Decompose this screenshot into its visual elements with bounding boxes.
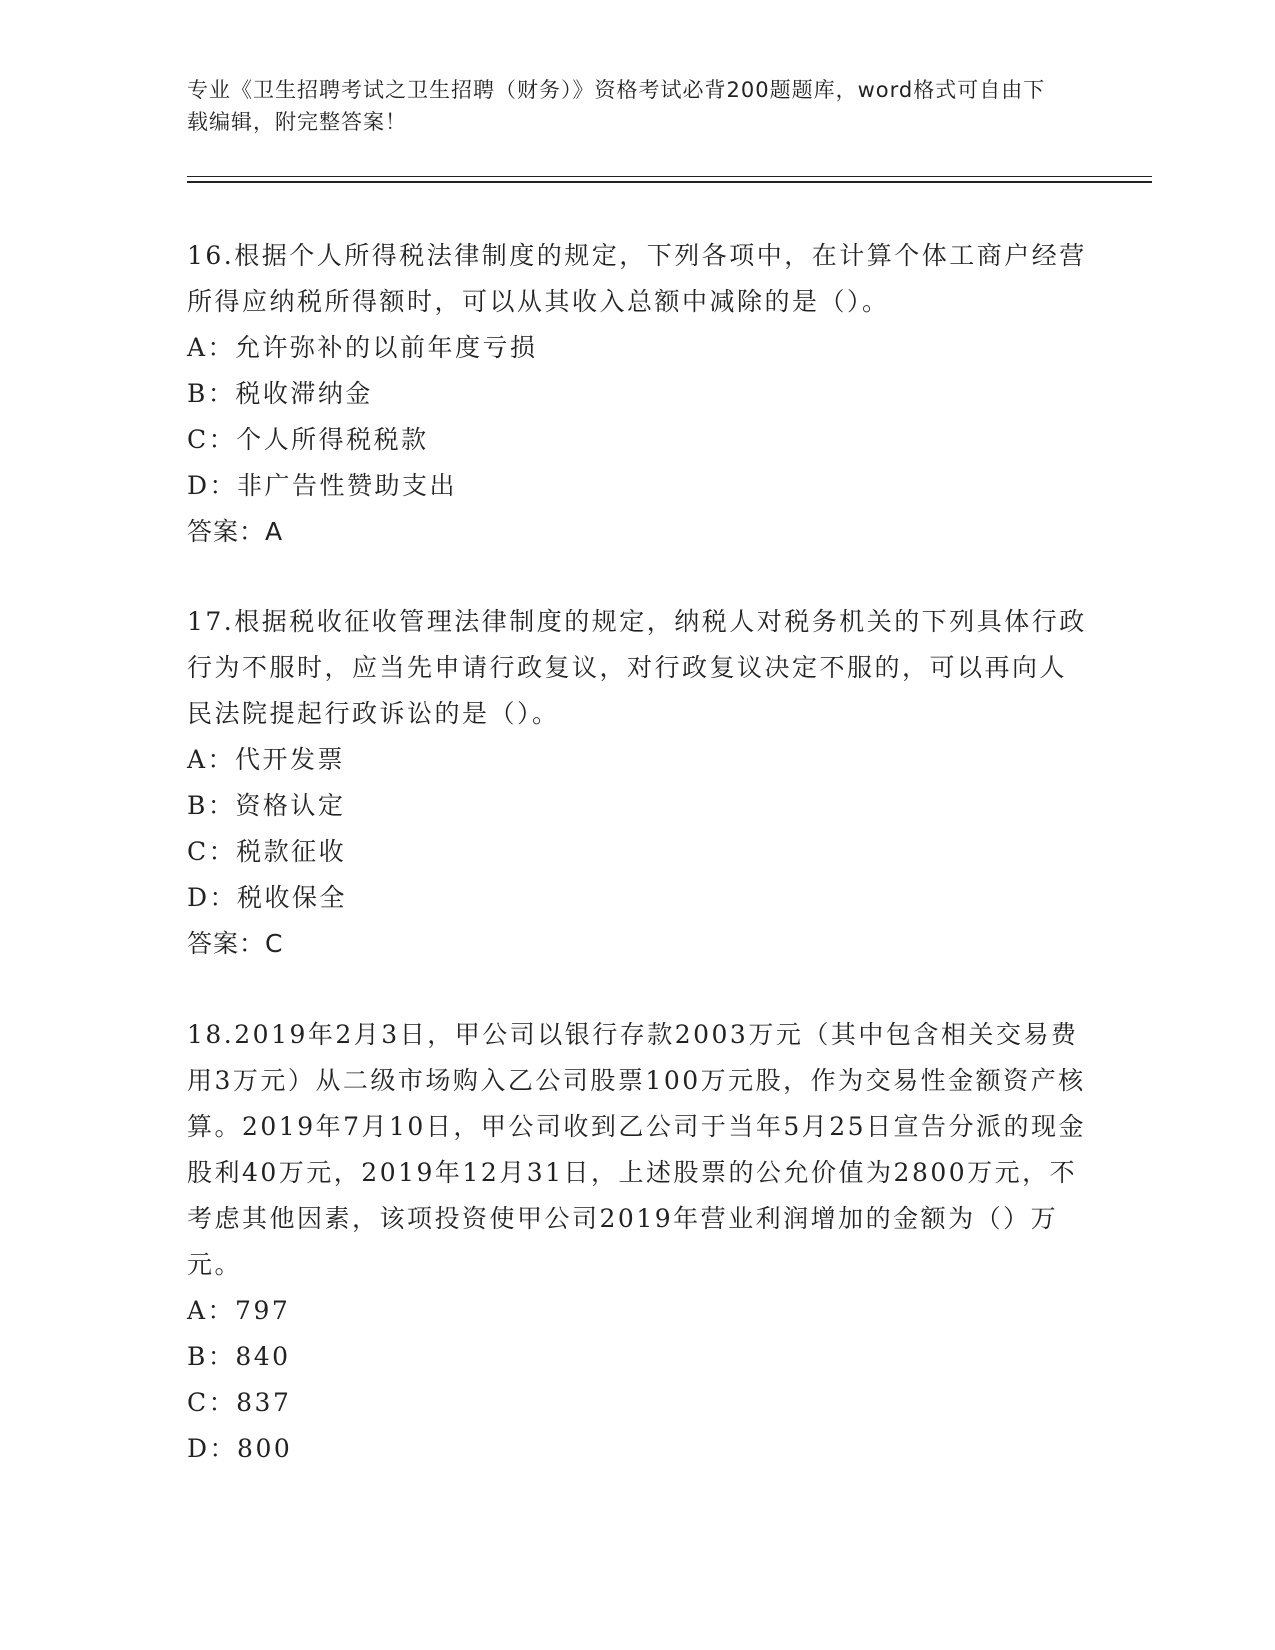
option-c: C：837 — [187, 1388, 292, 1417]
question-stem: 17.根据税收征收管理法律制度的规定，纳税人对税务机关的下列具体行政行为不服时，应当先申请行政复议，对行政复议决定不服的，可以再向人民法院提起行政诉讼的是（）。 — [187, 607, 1087, 728]
question-18 — [187, 1012, 1087, 1472]
option-c: C：税款征收 — [187, 837, 347, 866]
header-divider-thick — [187, 181, 1152, 183]
answer: 答案：C — [187, 929, 284, 958]
question-17 — [187, 599, 1087, 967]
option-a: A：允许弥补的以前年度亏损 — [187, 333, 538, 362]
option-c: C：个人所得税税款 — [187, 425, 429, 454]
option-a: A：代开发票 — [187, 745, 346, 774]
question-stem: 16.根据个人所得税法律制度的规定，下列各项中，在计算个体工商户经营所得应纳税所得额时，可以从其收入总额中减除的是（）。 — [187, 241, 1087, 316]
question-stem: 18.2019年2月3日，甲公司以银行存款2003万元（其中包含相关交易费用3万元）从二级市场购入乙公司股票100万元股，作为交易性金额资产核算。2019年7月10日，甲公司收到乙公司于当年5月25日宣告分派的现金股利40万元，2019年12月31日，上述股票的公允价值为2800万元，不考虑其他因素，该项投资使甲公司2019年营业利润增加的金额为（）万元。 — [187, 1020, 1087, 1279]
option-b: B：840 — [187, 1342, 291, 1371]
option-a: A：797 — [187, 1296, 291, 1325]
document-header: 专业《卫生招聘考试之卫生招聘（财务）》资格考试必背200题题库，word格式可自由下载编辑，附完整答案！ — [187, 78, 1046, 134]
answer: 答案：A — [187, 517, 284, 546]
option-d: D：800 — [187, 1434, 293, 1463]
header-divider-thin — [187, 176, 1152, 177]
option-b: B：资格认定 — [187, 791, 346, 820]
option-d: D：非广告性赞助支出 — [187, 471, 458, 500]
option-b: B：税收滞纳金 — [187, 379, 373, 408]
question-16 — [187, 233, 1087, 555]
option-d: D：税收保全 — [187, 883, 348, 912]
